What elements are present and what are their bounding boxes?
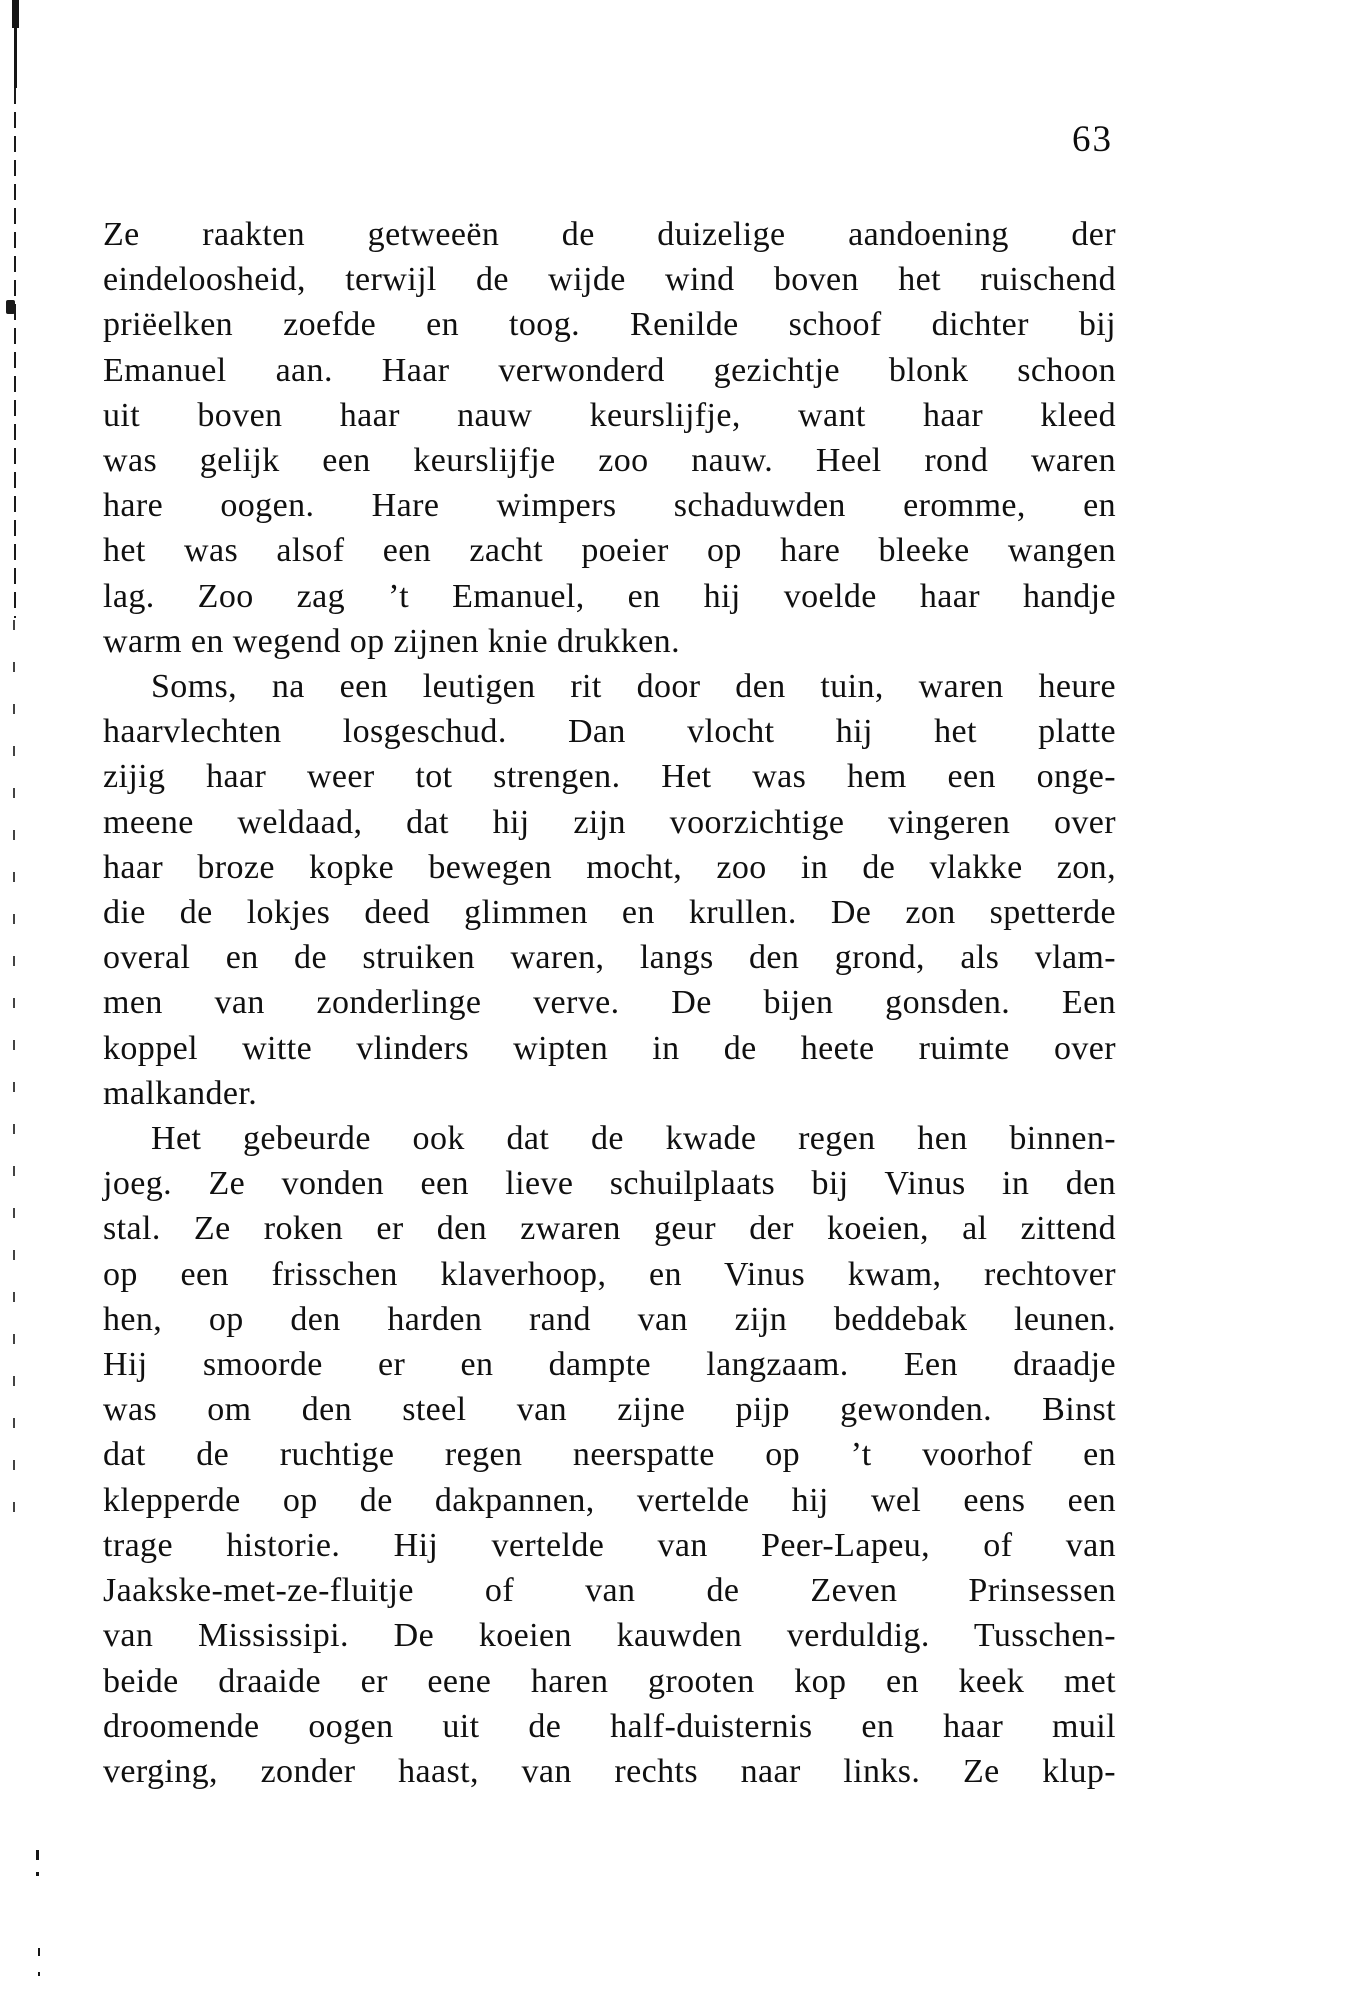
text-line: meene weldaad, dat hij zijn voorzichtige vingeren over <box>103 803 1116 841</box>
text-line: Het gebeurde ook dat de kwade regen hen binnen- <box>151 1120 1116 1158</box>
scan-edge-artifact <box>6 300 15 314</box>
paragraph <box>103 1116 1116 1794</box>
scan-edge-artifact <box>38 1948 40 1956</box>
text-line: van Mississipi. De koeien kauwden verduldig. Tusschen- <box>103 1617 1116 1655</box>
text-line: eindeloosheid, terwijl de wijde wind boven het ruischend <box>103 261 1116 299</box>
text-line: priëelken zoefde en toog. Renilde schoof dichter bij <box>103 306 1116 344</box>
text-line: die de lokjes deed glimmen en krullen. De zon spetterde <box>103 894 1116 932</box>
text-line: het was alsof een zacht poeier op hare bleeke wangen <box>103 532 1116 570</box>
text-line: joeg. Ze vonden een lieve schuilplaats bij Vinus in den <box>103 1165 1116 1203</box>
text-line: warm en wegend op zijnen knie drukken. <box>103 622 680 660</box>
text-line: malkander. <box>103 1074 258 1112</box>
text-line: stal. Ze roken er den zwaren geur der koeien, al zittend <box>103 1210 1116 1248</box>
scan-edge-artifact <box>36 1872 39 1876</box>
text-line: Emanuel aan. Haar verwonderd gezichtje blonk schoon <box>103 351 1116 389</box>
scan-edge-artifact <box>14 88 16 618</box>
text-line: was om den steel van zijne pijp gewonden. Binst <box>103 1391 1116 1429</box>
text-line: koppel witte vlinders wipten in de heete ruimte over <box>103 1029 1116 1067</box>
paragraph <box>103 212 1116 664</box>
text-line: op een frisschen klaverhoop, en Vinus kwam, rechtover <box>103 1255 1116 1293</box>
scan-edge-artifact <box>12 0 19 28</box>
text-line: hen, op den harden rand van zijn beddebak leunen. <box>103 1300 1116 1338</box>
scan-edge-artifact <box>13 620 15 1520</box>
text-line: haarvlechten losgeschud. Dan vlocht hij het platte <box>103 713 1116 751</box>
text-line: dat de ruchtige regen neerspatte op ’t voorhof en <box>103 1436 1116 1474</box>
text-line: overal en de struiken waren, langs den grond, als vlam- <box>103 939 1116 977</box>
text-line: was gelijk een keurslijfje zoo nauw. Heel rond waren <box>103 442 1116 480</box>
text-line: Hij smoorde er en dampte langzaam. Een draadje <box>103 1346 1116 1384</box>
text-line: droomende oogen uit de half-duisternis en haar muil <box>103 1707 1116 1745</box>
scan-edge-artifact <box>36 1850 39 1860</box>
text-line: trage historie. Hij vertelde van Peer-Lapeu, of van <box>103 1526 1116 1564</box>
text-line: verging, zonder haast, van rechts naar links. Ze klup- <box>103 1752 1116 1790</box>
text-line: zijig haar weer tot strengen. Het was hem een onge- <box>103 758 1116 796</box>
text-line: lag. Zoo zag ’t Emanuel, en hij voelde haar handje <box>103 577 1116 615</box>
text-line: haar broze kopke bewegen mocht, zoo in de vlakke zon, <box>103 848 1116 886</box>
text-line: beide draaide er eene haren grooten kop en keek met <box>103 1662 1116 1700</box>
text-line: Ze raakten getweeën de duizelige aandoening der <box>103 216 1116 253</box>
page-number: 63 <box>1072 119 1113 160</box>
text-line: men van zonderlinge verve. De bijen gonsden. Een <box>103 984 1116 1022</box>
text-line: klepperde op de dakpannen, vertelde hij wel eens een <box>103 1481 1116 1519</box>
paragraph <box>103 664 1116 1116</box>
text-line: uit boven haar nauw keurslijfje, want haar kleed <box>103 396 1116 434</box>
text-line: Jaakske-met-ze-fluitje of van de Zeven Prinsessen <box>103 1572 1116 1610</box>
text-line: hare oogen. Hare wimpers schaduwden eromme, en <box>103 487 1116 525</box>
text-line: Soms, na een leutigen rit door den tuin, waren heure <box>151 668 1116 706</box>
scan-edge-artifact <box>14 28 17 88</box>
scan-edge-artifact <box>38 1972 40 1976</box>
text-block <box>103 212 1116 1794</box>
